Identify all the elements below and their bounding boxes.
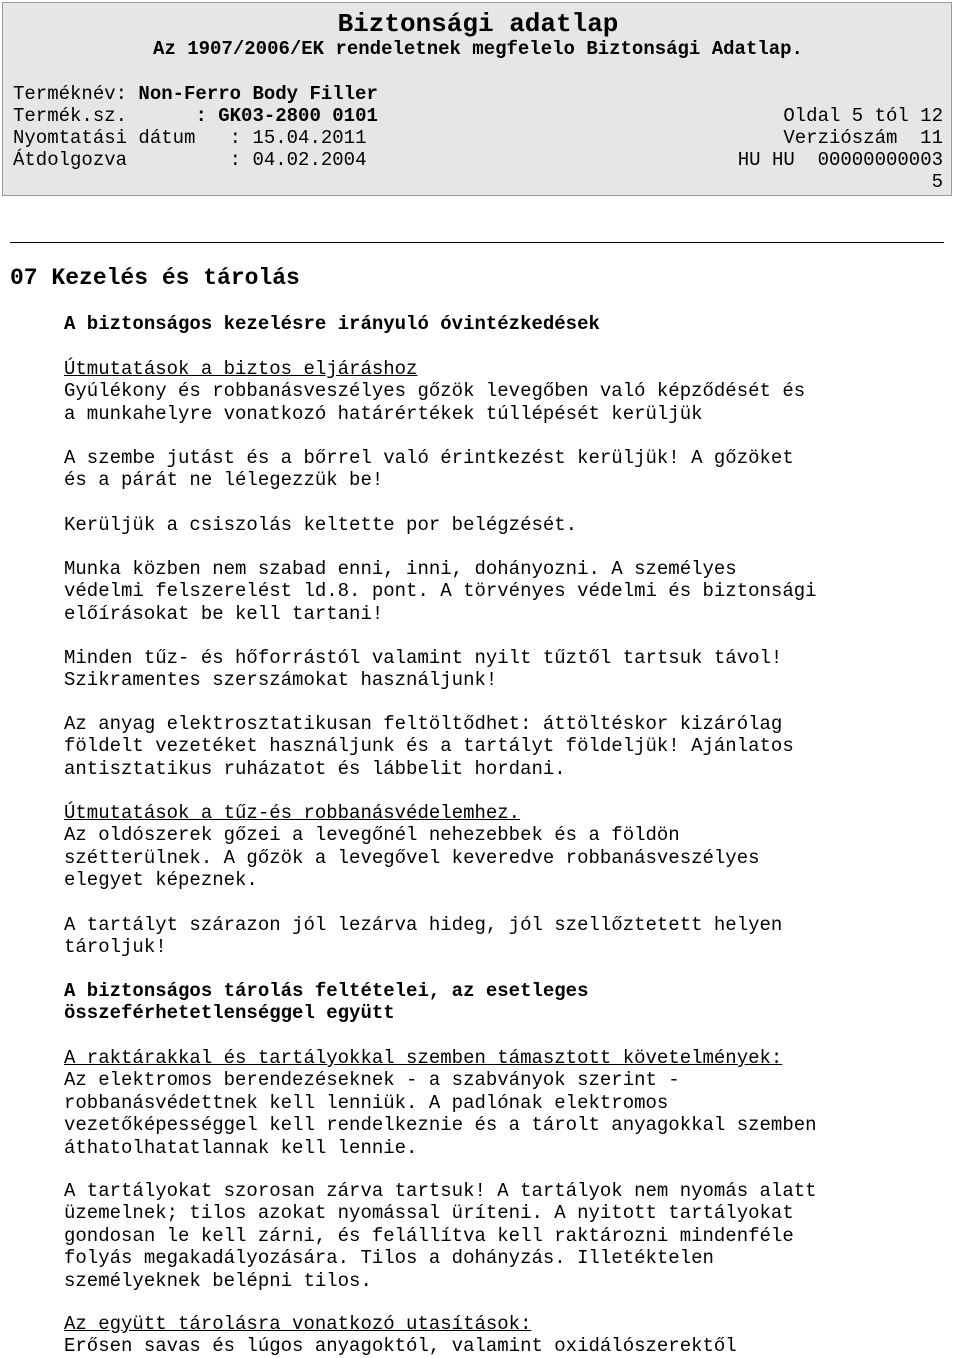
paragraph-safe-procedure [64,358,944,425]
text-line: Gyúlékony és robbanásveszélyes gőzök levegőben való képződését és [64,380,806,403]
product-name-label: Terméknév: [13,83,139,105]
text-line: szétterülnek. A gőzök a levegővel keveredve robbanásveszélyes [64,846,760,869]
text-line: földelt vezetéket használjunk és a tartályt földeljük! Ajánlatos [64,735,794,758]
subsection-handling-title: A biztonságos kezelésre irányuló óvintézkedések [64,313,600,335]
text-line: Erősen savas és lúgos anyagoktól, valamint oxidálószerektől [64,1335,737,1358]
page-info: Oldal 5 tól 12 [783,105,943,127]
text-line: Az oldószerek gőzei a levegőnél nehezebbek és a földön [64,824,680,847]
text-line: és a párát ne lélegezzük be! [64,469,384,492]
text-line: üzemelnek; tilos azokat nyomással üríteni. A nyitott tartályokat [64,1202,794,1225]
section-title: 07 Kezelés és tárolás [10,265,300,291]
print-date: : 15.04.2011 [195,127,367,149]
text-line: folyás megakadályozására. Tilos a dohányzás. Illetéktelen [64,1247,714,1270]
header-divider [10,242,944,243]
paragraph-co-storage [64,1313,944,1358]
paragraph-contact [64,447,944,492]
product-code: : GK03-2800 0101 [195,105,378,127]
version-info: Verziószám 11 [783,127,943,149]
text-line: áthatolhatatlannak kell lennie. [64,1136,418,1159]
print-date-row [13,127,366,149]
text-line: gondosan le kell zárni, és felállítva kell raktározni mindenféle [64,1224,794,1247]
paragraph-heading: Útmutatások a tűz-és robbanásvédelemhez. [64,802,521,824]
revised-date: : 04.02.2004 [127,149,367,171]
revised-label: Átdolgozva [13,149,128,171]
text-line: robbanásvédettnek kell lenniük. A padlónak elektromos [64,1091,669,1114]
paragraph-fire-protection [64,802,944,892]
text-line: Az anyag elektrosztatikusan feltöltődhet: áttöltéskor kizárólag [64,713,783,735]
paragraph-dust [64,514,944,536]
paragraph-container-handling [64,1180,944,1292]
document-title: Biztonsági adatlap [337,9,619,39]
paragraph-heading: A raktárakkal és tartályokkal szemben támasztott követelmények: [64,1047,783,1069]
text-line: védelmi felszerelést ld.8. pont. A törvényes védelmi és biztonsági [64,580,817,603]
page-number: 5 [931,171,943,193]
text-line: személyeknek belépni tilos. [64,1269,372,1292]
product-code-label: Termék.sz. [13,105,196,127]
product-code-row [13,105,378,127]
text-line: tároljuk! [64,936,167,959]
text-line: Munka közben nem szabad enni, inni, dohányozni. A személyes [64,558,737,580]
text-line: Az elektromos berendezéseknek - a szabványok szerint - [64,1069,680,1092]
text-line: Kerüljük a csiszolás keltette por belégzését. [64,514,578,536]
text-line: Minden tűz- és hőforrástól valamint nyilt tűztől tartsuk távol! [64,647,783,669]
document-header [2,2,952,196]
revised-row [13,149,366,171]
paragraph-work-rules [64,558,944,625]
product-name-row [13,83,378,105]
paragraph-container-storage [64,914,944,959]
subsection-storage-title [64,980,944,1025]
paragraph-warehouse-requirements [64,1047,944,1159]
text-line: Szikramentes szerszámokat használjunk! [64,669,498,692]
subsection-title-line: összeférhetetlenséggel együtt [64,1002,395,1025]
paragraph-fire-sources [64,647,944,692]
text-line: A tartályt szárazon jól lezárva hideg, jól szellőztetett helyen [64,914,783,936]
paragraph-electrostatic [64,713,944,780]
document-subtitle: Az 1907/2006/EK rendeletnek megfelelo Biztonsági Adatlap. [153,38,803,60]
text-line: a munkahelyre vonatkozó határértékek túllépését kerüljük [64,402,703,425]
text-line: elegyet képeznek. [64,869,258,892]
product-name: Non-Ferro Body Filler [138,83,378,105]
print-date-label: Nyomtatási dátum [13,127,196,149]
text-line: A szembe jutást és a bőrrel való érintkezést kerüljük! A gőzöket [64,447,794,469]
text-line: vezetőképességgel kell rendelkeznie és a tárolt anyagokkal szemben [64,1114,817,1137]
doc-code: HU HU 00000000003 [737,149,943,171]
text-line: A tartályokat szorosan zárva tartsuk! A tartályok nem nyomás alatt [64,1180,817,1202]
text-line: antisztatikus ruházatot és lábbelit hordani. [64,757,566,780]
text-line: előírásokat be kell tartani! [64,602,384,625]
subsection-title-line: A biztonságos tárolás feltételei, az esetleges [64,980,589,1002]
paragraph-heading: Útmutatások a biztos eljáráshoz [64,358,418,380]
paragraph-heading: Az együtt tárolásra vonatkozó utasítások: [64,1313,532,1335]
